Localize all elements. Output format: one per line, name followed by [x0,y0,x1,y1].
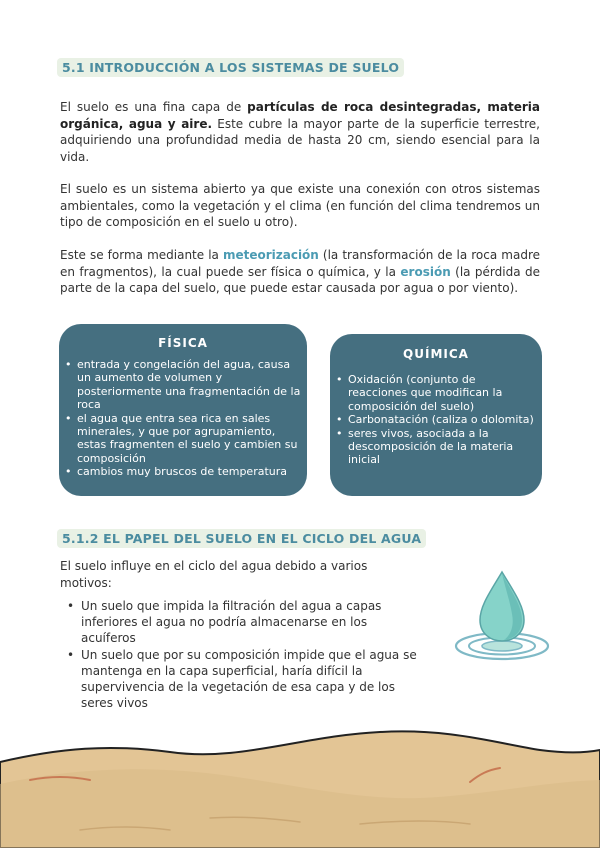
fisica-title: FÍSICA [158,336,208,350]
ripple-inner [482,641,522,651]
section1-paragraph-1 [60,99,540,165]
p3-text-2: (la transformación de la roca madre en fragmentos), la cual puede ser física o química, y la [60,248,540,279]
quimica-item: • Oxidación (conjunto de reacciones que modifican la composición del suelo) [330,373,536,413]
quimica-item: • seres vivos, asociada a la descomposición de la materia inicial [330,427,536,467]
highlight-meteorizacion: meteorización [222,248,319,262]
p1-text-2: Este cubre la mayor parte de la superficie terrestre, adquiriendo una profundidad media de hasta 20 cm, siendo esencial para la vida. [60,116,540,164]
quimica-title: QUÍMICA [403,347,469,361]
fisica-item: • entrada y congelación del agua, causa un aumento de volumen y posteriormente una fragmentación de la roca [59,358,301,412]
sand-dunes-illustration [0,722,600,848]
section2-item: • Un suelo que impida la filtración del agua a capas inferiores el agua no podría almacenarse en los acuíferos [63,598,418,647]
quimica-card [330,334,542,496]
section1-paragraph-3 [60,247,540,297]
quimica-item: • Carbonatación (caliza o dolomita) [330,413,536,426]
section2-item: • Un suelo que por su composición impide que el agua se mantenga en la capa superficial, haría difícil la supervivencia de la vegetación de esa capa y de los seres vivos [63,647,418,712]
p3-text-1: Este se forma mediante la [60,248,223,262]
section1-paragraph-2: El suelo es un sistema abierto ya que existe una conexión con otros sistemas ambientales, como la vegetación y el clima (en función del clima tendremos un tipo de composición en el suelo u otro). [60,182,540,229]
section1-heading: 5.1 INTRODUCCIÓN A LOS SISTEMAS DE SUELO [57,58,404,77]
p1-text-1: El suelo es una fina capa de [60,100,248,114]
fisica-card [59,324,307,496]
p1-bold: partículas de roca desintegradas, materia orgánica, agua y aire. [60,100,540,131]
section2-heading: 5.1.2 EL PAPEL DEL SUELO EN EL CICLO DEL AGUA [57,529,426,548]
p3-text-3: (la pérdida de parte de la capa del suelo, que puede estar causada por agua o por viento). [60,264,540,295]
section2-intro: El suelo influye en el ciclo del agua debido a varios motivos: [60,559,368,590]
water-drop-icon [452,568,552,668]
fisica-list [59,358,307,479]
section2-list [63,598,418,711]
quimica-list [330,373,542,467]
highlight-erosion: erosión [400,264,451,279]
fisica-item: • el agua que entra sea rica en sales minerales, y que por agrupamiento, estas fragmenten el suelo y cambien su composición [59,412,301,466]
fisica-item: • cambios muy bruscos de temperatura [59,465,301,478]
